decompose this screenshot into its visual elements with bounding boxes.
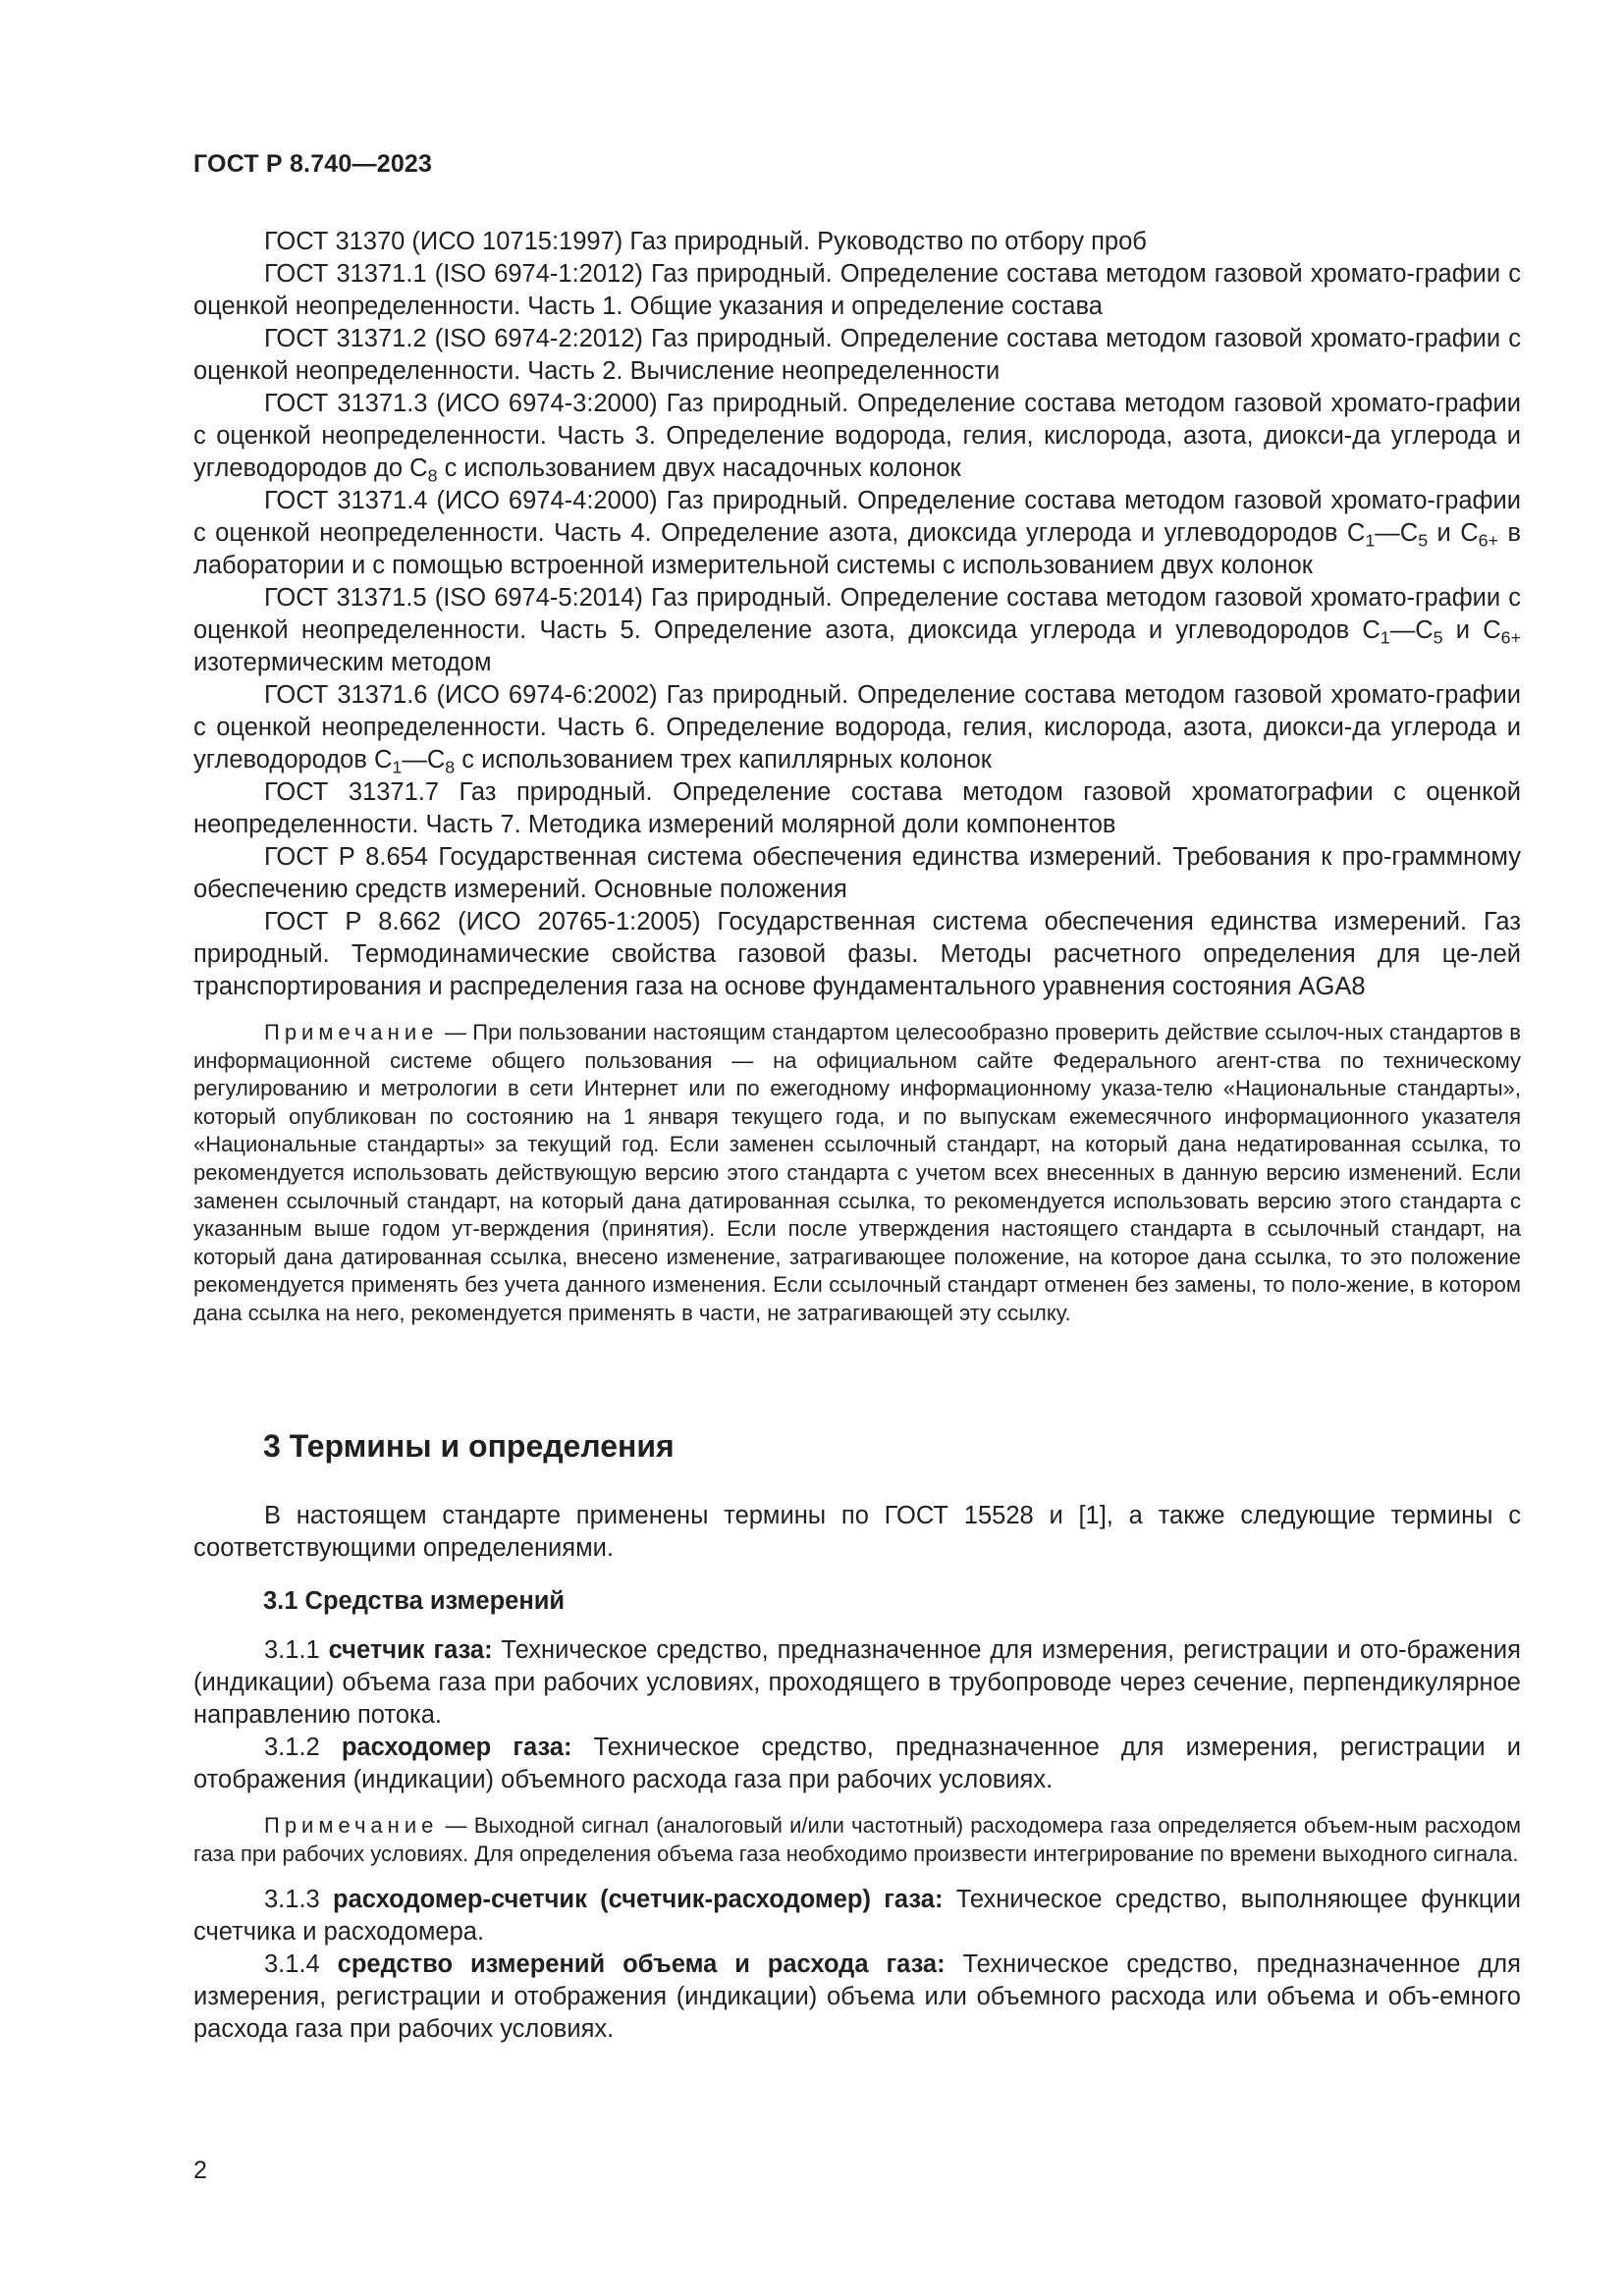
section-title: 3 Термины и определения [263, 1428, 675, 1464]
page-number: 2 [193, 2157, 207, 2184]
note-references: Примечание — При пользовании настоящим стандартом целесообразно проверить действие ссылоч-ных стандартов в информационной системе общего пользования — на официальном сайте Федерального агент-ства по техническому регулированию и метрологии в сети Интернет или по ежегодному информационному указа-телю «Национальные стандарты», который опубликован по состоянию на 1 января текущего года, и по выпускам ежемесячного информационного указателя «Национальные стандарты» за текущий год. Если заменен ссылочный стандарт, на который дана недатированная ссылка, то рекомендуется использовать действующую версию этого стандарта с учетом всех внесенных в данную версию изменений. Если заменен ссылочный стандарт, на который дана датированная ссылка, то рекомендуется использовать версию этого стандарта с указанным выше годом ут-верждения (принятия). Если после утверждения настоящего стандарта в ссылочный стандарт, на который дана датированная ссылка, внесено изменение, затрагивающее положение, на которое дана ссылка, то это положение рекомендуется применять без учета данного изменения. Если ссылочный стандарт отменен без замены, то поло-жение, в котором дана ссылка на него, рекомендуется применять в части, не затрагивающей эту ссылку. [193, 1020, 1521, 1325]
reference-item: ГОСТ Р 8.654 Государственная система обеспечения единства измерений. Требования к про-граммному обеспечению средств измерений. Основные положения [193, 843, 1521, 903]
reference-item: ГОСТ 31371.2 (ISO 6974-2:2012) Газ природный. Определение состава методом газовой хромато-графии с оценкой неопределенности. Часть 2. Вычисление неопределенности [193, 325, 1521, 385]
term-3-1-4: 3.1.4 средство измерений объема и расхода газа: Техническое средство, предназначенное для измерения, регистрации и отображения (индикации) объема или объемного расхода или объема и объ-емного расхода газа при рабочих условиях. [193, 1950, 1521, 2044]
reference-item: ГОСТ 31371.4 (ИСО 6974-4:2000) Газ природный. Определение состава методом газовой хромато-графии с оценкой неопределенности. Часть 4. Определение азота, диоксида углерода и углеводородов $C_1—C_5$ и $C_{6+}$ в лаборатории и с помощью встроенной измерительной системы с использованием двух колонок [193, 487, 1521, 579]
note-flowmeter: Примечание — Выходной сигнал (аналоговый и/или частотный) расходомера газа определяется объем-ным расходом газа при рабочих условиях. Для определения объема газа необходимо произвести интегрирование по времени выходного сигнала. [193, 1813, 1521, 1866]
subsection-title: 3.1 Средства измерений [263, 1587, 566, 1615]
reference-item: ГОСТ Р 8.662 (ИСО 20765-1:2005) Государственная система обеспечения единства измерений. Газ природный. Термодинамические свойства газовой фазы. Методы расчетного определения для це-лей транспортирования и распределения газа на основе фундаментального уравнения состояния AGA8 [193, 908, 1521, 1000]
term-3-1-2: 3.1.2 расходомер газа: Техническое средство, предназначенное для измерения, регистрации и отображения (индикации) объемного расхода газа при рабочих условиях. [193, 1734, 1522, 1793]
reference-item: ГОСТ 31370 (ИСО 10715:1997) Газ природный. Руководство по отбору проб [264, 228, 1147, 255]
reference-item: ГОСТ 31371.1 (ISO 6974-1:2012) Газ природный. Определение состава методом газовой хромато-графии с оценкой неопределенности. Часть 1. Общие указания и определение состава [193, 260, 1521, 320]
reference-item: ГОСТ 31371.5 (ISO 6974-5:2014) Газ природный. Определение состава методом газовой хромато-графии с оценкой неопределенности. Часть 5. Определение азота, диоксида углерода и углеводородов $C_1—C_5$ и $C_{6+}$ изотермическим методом [193, 584, 1521, 676]
terms-block [193, 1634, 1521, 2046]
term-3-1-3: 3.1.3 расходомер-счетчик (счетчик-расходомер) газа: Техническое средство, выполняющее функции счетчика и расходомера. [193, 1886, 1521, 1947]
reference-item: ГОСТ 31371.7 Газ природный. Определение состава методом газовой хроматографии с оценкой неопределенности. Часть 7. Методика измерений молярной доли компонентов [193, 778, 1521, 838]
reference-item: ГОСТ 31371.6 (ИСО 6974-6:2002) Газ природный. Определение состава методом газовой хромато-графии с оценкой неопределенности. Часть 6. Определение водорода, гелия, кислорода, азота, диокси-да углерода и углеводородов $C_1—C_8$ с использованием трех капиллярных колонок [193, 681, 1521, 777]
normative-references [193, 226, 1521, 1328]
section-intro: В настоящем стандарте применены термины по ГОСТ 15528 и [1], а также следующие термины с соответствующими определениями. [193, 1502, 1521, 1562]
reference-item: ГОСТ 31371.3 (ИСО 6974-3:2000) Газ природный. Определение состава методом газовой хромато-графии с оценкой неопределенности. Часть 3. Определение водорода, гелия, кислорода, азота, диокси-да углерода и углеводородов до $C_8$ с использованием двух насадочных колонок [193, 390, 1521, 486]
term-3-1-1: 3.1.1 счетчик газа: Техническое средство, предназначенное для измерения, регистрации и ото-бражения (индикации) объема газа при рабочих условиях, проходящего в трубопроводе через сечение, перпендикулярное направлению потока. [193, 1636, 1521, 1729]
document-header: ГОСТ Р 8.740—2023 [193, 150, 433, 178]
